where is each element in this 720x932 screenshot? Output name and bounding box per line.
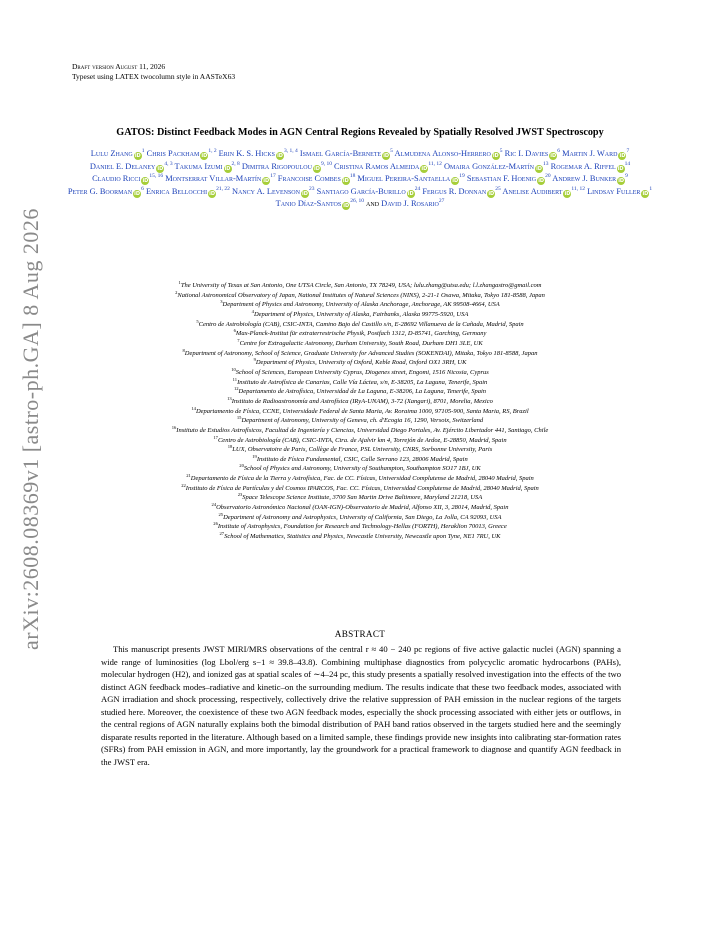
affiliation-line [30, 436, 690, 446]
orcid-icon[interactable]: iD [157, 165, 164, 172]
affiliation-line [30, 358, 690, 368]
affiliation-marker: 1 [141, 148, 145, 155]
affiliation-line [30, 397, 690, 407]
author[interactable] [146, 187, 230, 196]
affiliation-marker: 17 [270, 173, 276, 180]
affiliation-marker: 24 [414, 185, 421, 192]
affiliation-line [30, 474, 690, 484]
author-name: Ric I. Davies [504, 149, 549, 158]
affiliation-line [30, 407, 690, 417]
affiliation-marker: 20 [545, 173, 551, 180]
affiliation-marker: 13 [543, 160, 549, 167]
typeset-note: Typeset using LATEX twocolumn style in AASTeX63 [72, 72, 236, 81]
affiliation-text: School of Mathematics, Statistics and Physics, Newcastle University, Newcastle upon Tyne, NE1 7RU, UK [224, 533, 501, 541]
orcid-icon[interactable]: iD [550, 153, 557, 159]
affiliation-number: 27 [219, 530, 225, 536]
orcid-icon[interactable]: iD [201, 153, 208, 159]
affiliation-line [30, 513, 690, 523]
affiliation-number: 4 [251, 308, 254, 314]
orcid-icon[interactable]: iD [488, 190, 495, 197]
author[interactable] [505, 149, 560, 158]
affiliation-text: Max-Planck-Institut für extraterrestrische Physik, Postfach 1312, D-85741, Garching, Germany [235, 330, 487, 338]
author-name: Ismael García-Bernete [299, 149, 382, 158]
orcid-icon[interactable]: iD [142, 178, 149, 185]
affiliation-text: Institute of Astrophysics, Foundation for Research and Technology-Hellas (FORTH), Heraklion 70013, Greece [217, 523, 507, 531]
author-name: Lindsay Fuller [587, 186, 641, 196]
abstract-heading: ABSTRACT [334, 629, 386, 639]
author-name: Martin J. Ward [562, 149, 618, 158]
author-name: Takuma Izumi [174, 161, 223, 171]
affiliation-line [30, 455, 690, 465]
affiliation-line [30, 387, 690, 397]
author[interactable] [551, 162, 631, 171]
orcid-icon[interactable]: iD [619, 153, 626, 159]
orcid-icon[interactable]: iD [642, 190, 649, 197]
author[interactable] [276, 199, 364, 208]
draft-version: Draft version August 11, 2026 [72, 62, 166, 71]
arxiv-identifier: arXiv:2608.08369v1 [astro-ph.GA] 8 Aug 2026 [18, 208, 43, 650]
author-name: Rogemar A. Riffel [550, 161, 616, 171]
affiliation-number: 11 [232, 376, 238, 382]
author[interactable] [444, 162, 549, 171]
author-name: Enrica Bellocchi [145, 186, 208, 196]
affiliation-marker: 1, 2 [208, 148, 217, 155]
author[interactable] [334, 162, 442, 171]
affiliation-marker: 11, 12 [571, 185, 585, 192]
affiliation-number: 25 [218, 511, 224, 517]
author[interactable] [147, 149, 217, 158]
author[interactable] [68, 187, 144, 196]
author[interactable] [232, 187, 315, 196]
orcid-icon[interactable]: iD [342, 178, 349, 185]
affiliation-line [30, 339, 690, 349]
affiliation-line [30, 484, 690, 494]
affiliation-number: 18 [227, 444, 233, 449]
orcid-icon[interactable]: iD [134, 190, 141, 197]
affiliation-number: 13 [227, 395, 232, 401]
author-name: Anelise Audibert [502, 186, 563, 196]
affiliation-marker: 14 [624, 160, 631, 167]
author-name: Peter G. Boorman [67, 186, 133, 196]
affiliation-line [30, 329, 690, 339]
author[interactable] [92, 174, 163, 183]
author[interactable] [317, 187, 421, 196]
affiliation-text: School of Sciences, European University Cyprus, Diogenes street, Engomi, 1516 Nicosia, Cyprus [235, 368, 489, 376]
affiliation-marker: 25 [495, 185, 501, 192]
abstract-body: This manuscript presents JWST MIRI/MRS observations of the central r ≈ 40 − 240 pc regions of five active galactic nuclei (AGN) spanning a wide range of luminosities (log Lbol/erg s−1 ≈ 39.8–43.8). Combining multiphase diagnostics from polycyclic aromatic hydrocarbons (PAHs), molecular hydrogen (H2), and ionized gas at spatial scales of ∼4–24 pc, this study presents a spatially resolved investigation into the effects of the two distinct AGN feedback modes–radiative and kinetic–on the surrounding medium. The results indicate that these two feedback modes, associated with AGN irradiation and shock processing, respectively, collectively drive the relative suppression of PAH emission in the nuclear regions of the targets studied here. Moreover, the coexistence of these two AGN feedback modes, especially the shock processing associated with either jets or outflows, in the central regions of AGN naturally explains both the bimodal distribution of PAH band ratios observed in the targets studied here and the seemingly disparate results reported in the literature. Although based on a limited sample, these findings provide new insights into calibrating star-formation rates (SFRs) from PAH emission in AGN, and more importantly, lay the groundwork for a practical framework to diagnose and quantify AGN feedback in the JWST era. [101, 644, 621, 767]
orcid-icon[interactable]: iD [492, 153, 499, 159]
affiliation-line [30, 503, 690, 513]
affiliation-text: Centro de Astrobiología (CAB), CSIC-INTA, Camino Bajo del Castillo s/n, E-28692 Villanueva de la Cañada, Madrid, Spain [198, 320, 524, 328]
affiliation-text: Centre for Extragalactic Astronomy, Durham University, South Road, Durham DH1 3LE, UK [239, 339, 483, 347]
orcid-icon[interactable]: iD [343, 203, 350, 210]
affiliation-number: 3 [220, 299, 223, 305]
affiliation-number: 9 [253, 357, 256, 363]
affiliation-line [30, 426, 690, 436]
author-name: Santiago García-Burillo [316, 186, 406, 196]
orcid-icon[interactable]: iD [277, 153, 283, 159]
author-name: Francoise Combes [277, 174, 341, 184]
affiliation-marker: 9, 10 [320, 160, 332, 167]
orcid-icon[interactable]: iD [263, 178, 270, 185]
author[interactable] [300, 149, 393, 158]
affiliation-text: Department of Physics and Astronomy, University of Alaska Anchorage, Anchorage, AK 99508-4664, USA [222, 301, 500, 309]
affiliation-line [30, 320, 690, 330]
affiliation-number: 2 [175, 289, 178, 295]
author[interactable] [552, 174, 628, 183]
affiliation-marker: 5 [499, 148, 503, 155]
author[interactable] [381, 199, 444, 208]
and-word: and [363, 199, 382, 209]
orcid-icon[interactable]: iD [536, 165, 542, 172]
affiliation-number: 12 [233, 386, 239, 392]
affiliation-number: 24 [211, 501, 217, 507]
affiliation-text: Department of Physics, University of Alaska, Fairbanks, Alaska 99775-5920, USA [253, 310, 469, 318]
author-name: Tanio Díaz-Santos [275, 199, 342, 209]
affiliation-number: 7 [237, 337, 240, 343]
orcid-icon[interactable]: iD [383, 153, 390, 159]
affiliation-number: 20 [239, 463, 244, 469]
affiliation-line [30, 493, 690, 503]
affiliation-text: Space Telescope Science Institute, 3700 San Martin Drive Baltimore, Maryland 21218, USA [242, 494, 483, 502]
author-name: David J. Rosario [381, 199, 439, 209]
affiliation-text: Instituto de Astrofísica de Canarias, Calle Vía Láctea, s/n, E-38205, La Laguna, Tenerife, Spain [237, 378, 488, 386]
affiliation-number: 19 [252, 453, 257, 459]
affiliation-marker: 11, 12 [428, 160, 442, 167]
affiliation-text: Department of Astronomy, University of Geneva, ch. d'Ecogia 16, 1290, Versoix, Switzerland [241, 417, 484, 425]
author-name: Daniel E. Delaney [89, 161, 156, 171]
author-name: Miguel Pereira-Santaella [357, 174, 451, 184]
affiliation-marker: 26, 10 [350, 198, 364, 205]
author[interactable] [219, 149, 298, 158]
paper-title: GATOS: Distinct Feedback Modes in AGN Central Regions Revealed by Spatially Resolved JWST Spectroscopy [116, 127, 604, 138]
author-name: Erin K. S. Hicks [218, 149, 275, 158]
author[interactable] [90, 162, 173, 171]
affiliation-line [30, 291, 690, 301]
affiliation-number: 17 [213, 434, 218, 440]
affiliation-line [30, 368, 690, 378]
author-name: Sebastian F. Hoenig [466, 174, 537, 184]
affiliation-line [30, 349, 690, 359]
orcid-icon[interactable]: iD [302, 190, 308, 197]
affiliation-line [30, 281, 690, 291]
orcid-icon[interactable]: iD [617, 165, 624, 172]
affiliation-line [30, 445, 690, 455]
author-name: Chris Packham [146, 149, 200, 158]
orcid-icon[interactable]: iD [314, 165, 320, 172]
affiliation-marker: 21, 22 [216, 185, 230, 192]
affiliation-number: 1 [178, 279, 181, 285]
author[interactable] [278, 174, 356, 183]
affiliation-number: 21 [186, 472, 191, 478]
author-name: Claudio Ricci [92, 174, 141, 184]
affiliation-marker: 6 [557, 148, 560, 155]
affiliation-text: Department of Astronomy, School of Science, Graduate University for Advanced Studies (SOKENDAI), Mitaka, Tokyo 181-8588, Japan [184, 349, 538, 357]
affiliation-marker: 9 [625, 173, 628, 180]
author-name: Montserrat Villar-Martín [165, 174, 262, 184]
author-name: Fergus R. Donnan [422, 186, 487, 196]
affiliation-line [30, 378, 690, 388]
affiliation-list [30, 281, 690, 542]
affiliation-number: 5 [196, 318, 199, 324]
affiliation-marker: 23 [308, 185, 315, 192]
author-name: Nancy A. Levenson [231, 186, 300, 196]
author[interactable] [165, 174, 275, 183]
affiliation-number: 16 [171, 424, 177, 430]
affiliation-text: Centro de Astrobiología (CAB), CSIC-INTA, Ctra. de Ajalvir km 4, Torrejón de Ardoz, E-28850, Madrid, Spain [217, 436, 507, 444]
affiliation-text: The University of Texas at San Antonio, One UTSA Circle, San Antonio, TX 78249, USA; lulu.zhang@utsa.edu; l.l.zhangastro@gmail.com [180, 282, 542, 289]
header-note [72, 62, 235, 82]
affiliation-text: Observatorio Astronómico Nacional (OAN-IGN)-Observatorio de Madrid, Alfonso XII, 3, 28014, Madrid, Spain [216, 504, 509, 512]
affiliation-text: Instituto de Física de Partículas y del Cosmos IPARCOS, Fac. CC. Físicas, Universidad Complutense de Madrid, 28040 Madrid, Spain [185, 484, 539, 492]
affiliation-marker: 18 [349, 173, 356, 180]
orcid-icon[interactable]: iD [564, 190, 571, 197]
affiliation-marker: 15, 16 [149, 173, 164, 180]
affiliation-number: 14 [191, 405, 196, 411]
affiliation-line [30, 310, 690, 320]
affiliation-text: Instituto de Estudios Astrofísicos, Facultad de Ingeniería y Ciencias, Universidad Diego Portales, Av. Ejército Libertador 441, Santiago, Chile [176, 426, 549, 434]
orcid-icon[interactable]: iD [452, 178, 459, 185]
affiliation-number: 23 [237, 492, 243, 498]
affiliation-line [30, 532, 690, 542]
author[interactable] [502, 187, 585, 196]
affiliation-marker: 7 [626, 148, 630, 155]
affiliation-number: 6 [233, 328, 236, 334]
affiliation-line [30, 464, 690, 474]
author[interactable] [357, 174, 464, 183]
affiliation-text: Departamento de Física, CCNE, Universidade Federal de Santa Maria, Av. Roraima 1000, 97105-900, Santa Maria, RS, Brazil [195, 407, 529, 415]
author[interactable] [467, 174, 551, 183]
affiliation-text: Instituto de Física Fundamental, CSIC, Calle Serrano 123, 28006 Madrid, Spain [256, 455, 468, 463]
orcid-icon[interactable]: iD [538, 178, 545, 185]
author-name: Dimitra Rigopoulou [241, 161, 312, 171]
affiliation-number: 26 [213, 521, 218, 527]
affiliation-line [30, 522, 690, 532]
author-name: Lulu Zhang [90, 149, 133, 158]
author-list [60, 148, 660, 211]
affiliation-line [30, 416, 690, 426]
affiliation-number: 22 [181, 482, 186, 488]
author-name: Andrew J. Bunker [552, 174, 617, 184]
affiliation-marker: 2, 8 [231, 160, 240, 167]
affiliation-text: School of Physics and Astronomy, University of Southampton, Southampton SO17 1BJ, UK [243, 465, 481, 473]
affiliation-number: 8 [182, 347, 185, 353]
affiliation-line [30, 300, 690, 310]
affiliation-text: Departamento de Astrofísica, Universidad de La Laguna, E-38206, La Laguna, Tenerife, Spain [238, 388, 487, 396]
author-name: Omaira González-Martín [443, 161, 535, 171]
affiliation-marker: 19 [459, 173, 465, 180]
affiliation-text: Instituto de Radioastronomía and Astrofísica (IRyA-UNAM), 3-72 (Xangari), 8701, Morelia, Mexico [231, 397, 493, 405]
orcid-icon[interactable]: iD [224, 165, 231, 172]
orcid-icon[interactable]: iD [134, 153, 141, 159]
affiliation-number: 15 [236, 415, 242, 421]
orcid-icon[interactable]: iD [421, 165, 428, 172]
author[interactable] [422, 187, 500, 196]
orcid-icon[interactable]: iD [618, 178, 625, 185]
orcid-icon[interactable]: iD [209, 190, 216, 197]
author[interactable] [395, 149, 503, 158]
author[interactable] [91, 149, 145, 158]
affiliation-text: Department of Astronomy and Astrophysics, University of California, San Diego, La Jolla, CA 92093, USA [223, 513, 502, 521]
affiliation-text: Department of Physics, University of Oxford, Keble Road, Oxford OX1 3RH, UK [255, 359, 467, 367]
affiliation-number: 10 [231, 366, 236, 372]
affiliation-marker: 3, 1, 4 [284, 148, 298, 155]
affiliation-marker: 27 [438, 198, 445, 205]
author-name: Cristina Ramos Almeida [334, 161, 420, 171]
author[interactable] [562, 149, 629, 158]
orcid-icon[interactable]: iD [407, 190, 414, 197]
affiliation-marker: 6 [141, 185, 144, 192]
affiliation-marker: 5 [390, 148, 393, 155]
affiliation-text: Departamento de Física de la Tierra y Astrofísica, Fac. de CC. Físicas, Universidad Complutense de Madrid, 28040 Madrid, Spain [190, 475, 534, 483]
author[interactable] [175, 162, 240, 171]
affiliation-marker: 1 [649, 185, 653, 192]
author[interactable] [587, 187, 652, 196]
affiliation-marker: 4, 3 [164, 160, 173, 167]
author[interactable] [242, 162, 332, 171]
affiliation-text: LUX, Observatoire de Paris, Collège de France, PSL University, CNRS, Sorbonne University, Paris [232, 446, 493, 454]
affiliation-text: National Astronomical Observatory of Japan, National Institutes of Natural Sciences (NINS), 2-21-1 Osawa, Mitaka, Tokyo 181-8588, Japan [177, 291, 545, 299]
author-name: Almudena Alonso-Herrero [394, 149, 491, 158]
